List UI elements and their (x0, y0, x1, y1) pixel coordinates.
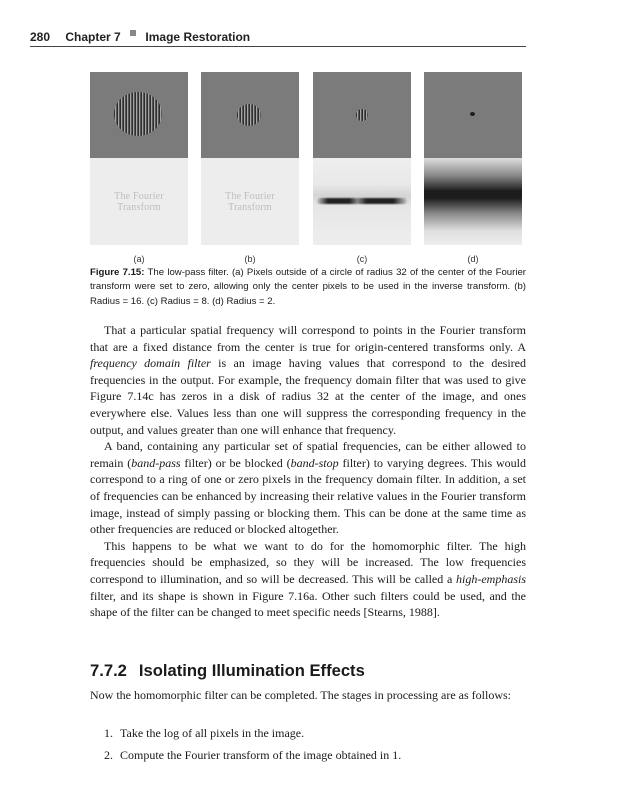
figure-panel-a (90, 72, 188, 264)
figure-panel-c (313, 72, 411, 264)
list-item (104, 747, 524, 764)
text-run: This happens to be what we want to do for the homomorphic filter. The high frequencies should be emphasized, so they will be increased. The low frequencies correspond to illumination, and so will be decreased. This will be called a (90, 538, 526, 586)
blurred-text: The Fourier Transform (225, 191, 275, 213)
fourier-spectrum-image (201, 72, 299, 158)
caption-label: Figure 7.15: (90, 267, 145, 278)
running-header (30, 30, 526, 47)
restored-image (90, 158, 188, 245)
panel-label: (a) (133, 254, 145, 264)
list-text: Take the log of all pixels in the image. (120, 726, 305, 740)
list-number: 1. (104, 726, 113, 740)
figure-panel-b (201, 72, 299, 264)
section-heading (90, 661, 526, 681)
fourier-spectrum-image (424, 72, 522, 158)
emphasis: frequency domain filter (90, 356, 211, 371)
section-title: Isolating Illumination Effects (138, 661, 365, 680)
text-run: That a particular spatial frequency will correspond to points in the Fourier transform that are a fixed distance from the center is true for origin-centered transforms only. A (90, 323, 526, 354)
panel-label: (c) (356, 254, 368, 264)
chapter-label: Chapter 7 (65, 30, 121, 44)
page-number: 280 (30, 30, 51, 44)
blurred-text: The Fourier Transform (114, 191, 164, 213)
restored-image (201, 158, 299, 245)
blurred-band (317, 198, 407, 204)
header-separator (130, 30, 136, 36)
low-pass-disk (114, 92, 162, 136)
fourier-spectrum-image (313, 72, 411, 158)
fourier-spectrum-image (90, 72, 188, 158)
low-pass-disk (237, 104, 261, 126)
panel-label: (b) (244, 254, 256, 264)
chapter-title: Image Restoration (145, 30, 251, 44)
section-intro: Now the homomorphic filter can be completed. The stages in processing are as follows: (90, 688, 511, 702)
section-number: 7.7.2 (90, 661, 127, 680)
panel-label: (d) (467, 254, 479, 264)
paragraph (90, 322, 526, 438)
emphasis: high-emphasis (456, 571, 526, 586)
figure-caption (90, 266, 526, 309)
emphasis: band-pass (131, 455, 181, 470)
text-run: is an image having values that correspond to the desired frequencies in the output. For example, the frequency domain filter that was used to give Figure 7.14c has zeros in a disk of radius 32 at the center of the image, and ones everywhere else. Values less than one will suppress the corresponding frequency in the output, and values greater than one will enhance that frequency. (90, 356, 526, 437)
low-pass-disk (470, 112, 475, 116)
steps-list (104, 725, 524, 768)
restored-image (313, 158, 411, 245)
paragraph (90, 538, 526, 621)
list-text: Compute the Fourier transform of the image obtained in 1. (120, 747, 402, 762)
text-run: filter) or be blocked ( (180, 455, 291, 470)
emphasis: band-stop (290, 455, 339, 470)
text-run: filter) to varying degrees. This would correspond to a ring of one or zero pixels in the frequency domain filter. In addition, a set of frequencies can be enhanced by increasing their relative values in the Fourier transform image, instead of simply passing or blocking them. This can be done at the same time as other frequencies are reduced or blocked altogether. (90, 455, 526, 537)
body-text (90, 322, 526, 621)
restored-image (424, 158, 522, 245)
text-run: A band, containing any particular set of spatial frequencies, can be either allowed to remain ( (90, 439, 526, 470)
list-item (104, 725, 524, 742)
figure-panel-d (424, 72, 522, 264)
low-pass-disk (356, 109, 368, 121)
list-number: 2. (104, 747, 113, 762)
paragraph (90, 438, 526, 538)
text-run: filter, and its shape is shown in Figure 7.16a. Other such filters could be used, and the shape of the filter can be changed to meet specific needs [Stearns, 1988]. (90, 588, 526, 620)
caption-text: The low-pass filter. (a) Pixels outside of a circle of radius 32 of the center of the Fourier transform were set to zero, allowing only the center pixels to be used in the inverse transform. (b) Radius = 16. (c) Radius = 8. (d) Radius = 2. (90, 267, 526, 307)
